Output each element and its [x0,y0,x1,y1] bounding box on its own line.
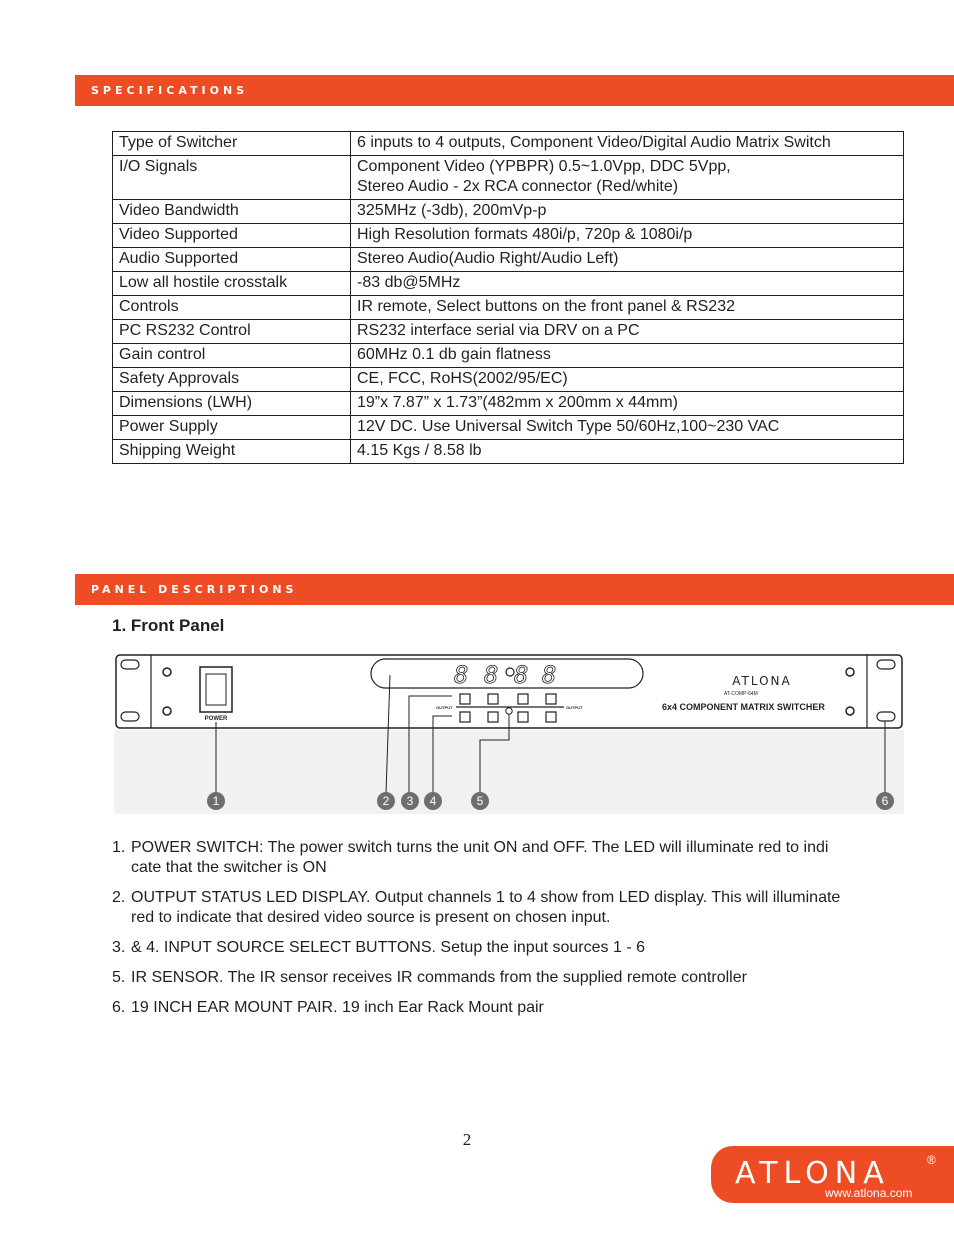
spec-value [351,272,904,296]
spec-row [113,392,904,416]
screw-icon [846,668,854,676]
select-button [518,712,528,722]
callout-number-4: 4 [429,794,437,808]
spec-value [351,132,904,156]
panel-descriptions-header: PANEL DESCRIPTIONS [75,574,954,605]
spec-value [351,368,904,392]
spec-label: Video Bandwidth [113,200,351,224]
spec-label: Controls [113,296,351,320]
right-ear-slot-top [877,660,895,669]
select-button [488,694,498,704]
spec-row [113,224,904,248]
spec-row [113,248,904,272]
spec-value-line: IR remote, Select buttons on the front panel & RS232 [357,298,735,315]
screw-icon [163,707,171,715]
spec-label: Shipping Weight [113,440,351,464]
spec-value-line: High Resolution formats 480i/p, 720p & 1080i/p [357,226,693,243]
description-number: 2. [112,889,126,906]
device-product-name: 6x4 COMPONENT MATRIX SWITCHER [662,702,825,712]
spec-row [113,368,904,392]
screw-icon [163,668,171,676]
spec-value [351,224,904,248]
description-text: cate that the switcher is ON [131,859,327,876]
led-digit-3: 8 [514,661,529,689]
figure-background [114,730,904,814]
spec-label: Audio Supported [113,248,351,272]
spec-value-line: Stereo Audio - 2x RCA connector (Red/white) [357,178,679,195]
spec-row [113,416,904,440]
spec-row [113,344,904,368]
description-number: 1. [112,839,126,856]
front-panel-figure [114,652,904,814]
specifications-header: SPECIFICATIONS [75,75,954,106]
description-item [112,968,902,988]
spec-value-line: 325MHz (-3db), 200mVp-p [357,202,547,219]
select-button [546,694,556,704]
spec-value [351,296,904,320]
page-number: 2 [462,1130,472,1149]
description-item [112,838,902,878]
spec-label: Gain control [113,344,351,368]
spec-value-line: 6 inputs to 4 outputs, Component Video/Digital Audio Matrix Switch [357,134,831,151]
spec-row [113,320,904,344]
spec-value-line: 19”x 7.87” x 1.73”(482mm x 200mm x 44mm) [357,394,678,411]
select-button [546,712,556,722]
spec-value-line: -83 db@5MHz [357,274,461,291]
spec-label: Low all hostile crosstalk [113,272,351,296]
power-label: POWER [204,716,228,722]
specifications-table [112,131,904,464]
right-ear-slot-bottom [877,712,895,721]
footer-logo: ATLONA [735,1156,890,1191]
power-switch-rocker [206,674,226,705]
select-button [460,694,470,704]
callout-number-3: 3 [406,794,414,808]
description-text: IR SENSOR. The IR sensor receives IR commands from the supplied remote controller [131,969,747,986]
led-center-dot [506,668,514,676]
spec-value-line: 12V DC. Use Universal Switch Type 50/60Hz,100~230 VAC [357,418,780,435]
spec-value [351,392,904,416]
spec-value-line: CE, FCC, RoHS(2002/95/EC) [357,370,568,387]
spec-label: Type of Switcher [113,132,351,156]
left-ear-slot-top [121,660,139,669]
select-button [518,694,528,704]
spec-label: Power Supply [113,416,351,440]
device-brand-logo: ATLONA [732,674,792,688]
ir-sensor [506,708,512,714]
spec-row [113,296,904,320]
device-model: AT-COMP-64M [724,691,758,697]
description-item [112,888,902,928]
description-item [112,938,902,958]
spec-value [351,344,904,368]
spec-value [351,416,904,440]
led-digit-4: 8 [542,661,557,689]
spec-value-line: Stereo Audio(Audio Right/Audio Left) [357,250,619,267]
select-button [488,712,498,722]
description-text: OUTPUT STATUS LED DISPLAY. Output channels 1 to 4 show from LED display. This will illuminate [131,889,841,906]
select-button [460,712,470,722]
spec-label: Safety Approvals [113,368,351,392]
spec-value [351,248,904,272]
description-text: 19 INCH EAR MOUNT PAIR. 19 inch Ear Rack Mount pair [131,999,544,1016]
description-number: 6. [112,999,126,1016]
spec-label: PC RS232 Control [113,320,351,344]
spec-label: Dimensions (LWH) [113,392,351,416]
callout-number-1: 1 [212,794,220,808]
spec-value-line: RS232 interface serial via DRV on a PC [357,322,640,339]
description-text: & 4. INPUT SOURCE SELECT BUTTONS. Setup the input sources 1 - 6 [131,939,645,956]
led-digit-2: 8 [484,661,499,689]
callout-number-6: 6 [881,794,889,808]
panel-description-list [112,838,902,1028]
footer-url: www.atlona.com [825,1186,913,1200]
led-digit-1: 8 [454,661,469,689]
registered-mark: ® [927,1153,936,1167]
spec-row [113,440,904,464]
spec-value [351,156,904,200]
spec-value [351,440,904,464]
description-text: red to indicate that desired video source is present on chosen input. [131,909,611,926]
footer-brand-block [711,1146,954,1203]
description-text: POWER SWITCH: The power switch turns the unit ON and OFF. The LED will illuminate red to indi [131,839,829,856]
spec-row [113,272,904,296]
callout-number-2: 2 [382,794,390,808]
spec-row [113,156,904,200]
left-ear-slot-bottom [121,712,139,721]
description-number: 5. [112,969,126,986]
spec-row [113,132,904,156]
spec-value-line: Component Video (YPBPR) 0.5~1.0Vpp, DDC 5Vpp, [357,158,731,175]
front-panel-title: 1. Front Panel [112,616,225,635]
spec-row [113,200,904,224]
spec-value [351,200,904,224]
spec-value [351,320,904,344]
output-label-right: OUTPUT [566,705,583,710]
spec-value-line: 60MHz 0.1 db gain flatness [357,346,551,363]
description-number: 3. [112,939,126,956]
callout-number-5: 5 [476,794,484,808]
front-panel-diagram [114,652,904,814]
spec-label: Video Supported [113,224,351,248]
spec-value-line: 4.15 Kgs / 8.58 lb [357,442,482,459]
screw-icon [846,707,854,715]
spec-label: I/O Signals [113,156,351,200]
output-label-left: OUTPUT [436,705,453,710]
description-item [112,998,902,1018]
